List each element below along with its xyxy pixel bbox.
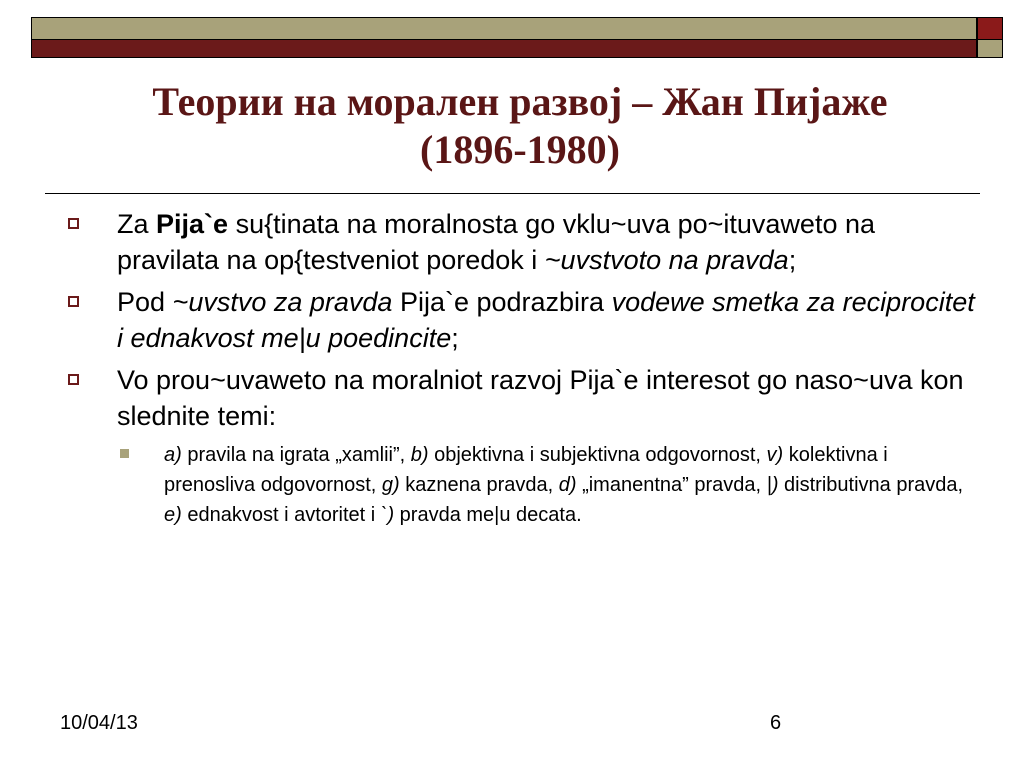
bullet-1	[60, 206, 980, 278]
bullet-3-part-1: Vo prou~uvaweto na moralniot razvoj Pija`e interesot go naso~uva kon slednite temi:	[117, 365, 964, 431]
bullet-3	[60, 362, 980, 434]
hollow-square-bullet-icon	[68, 374, 79, 385]
bullet-2	[60, 284, 980, 356]
sub-bullet-part-14: ednakvost i avtoritet i	[181, 504, 381, 526]
bullet-1-part-3: su{tinata na moralnosta go vklu~uva po~ituvaweto na pravilata na op{testveniot poredok i	[117, 209, 875, 275]
hollow-square-bullet-icon	[68, 218, 79, 229]
sub-bullet-1	[60, 440, 980, 530]
sub-bullet-part-11: |)	[766, 474, 779, 496]
bullet-1-part-2: Pija`e	[156, 209, 229, 239]
bullet-2-part-4: vodewe smetka za reciprocitet i ednakvost me|u poedincite	[117, 287, 975, 353]
bullet-2-part-5: ;	[451, 323, 459, 353]
header-corner-red	[977, 17, 1003, 40]
sub-bullet-part-10: „imanentna” pravda,	[576, 474, 767, 496]
sub-bullet-part-13: e)	[164, 504, 182, 526]
header-bar-top	[31, 17, 977, 40]
footer-date: 10/04/13	[60, 712, 138, 734]
bullet-2-part-1: Pod	[117, 287, 173, 317]
slide-title	[60, 78, 980, 174]
sub-bullet-part-4: objektivna i subjektivna odgovornost,	[428, 444, 767, 466]
title-divider	[45, 193, 980, 194]
sub-bullet-part-3: b)	[410, 444, 429, 466]
header-corner-olive	[977, 40, 1003, 58]
bullet-1-part-4: ~uvstvoto na pravda	[544, 245, 789, 275]
slide-title-line2: (1896-1980)	[420, 127, 620, 172]
sub-bullet-part-7: g)	[381, 474, 400, 496]
slide-content	[60, 206, 980, 530]
footer-page-number: 6	[770, 712, 782, 734]
header-bar-bottom	[31, 40, 977, 58]
sub-bullet-part-6: kolektivna i prenosliva odgovornost,	[164, 444, 888, 496]
sub-bullet-part-15: `)	[380, 504, 395, 526]
bullet-1-part-1: Za	[117, 209, 157, 239]
sub-bullet-part-12: distributivna pravda,	[778, 474, 964, 496]
sub-bullet-part-1: a)	[164, 444, 182, 466]
hollow-square-bullet-icon	[68, 296, 79, 307]
bullet-2-part-2: ~uvstvo za pravda	[172, 287, 393, 317]
filled-square-bullet-icon	[120, 449, 129, 458]
bullet-1-part-5: ;	[788, 245, 797, 275]
bullet-2-part-3: Pija`e podrazbira	[392, 287, 612, 317]
sub-bullet-part-9: d)	[558, 474, 577, 496]
sub-bullet-part-5: v)	[766, 444, 784, 466]
sub-bullet-part-2: pravila na igrata „xamlii”,	[181, 444, 411, 466]
slide-title-line1: Теории на морален развој – Жан Пијаже	[152, 79, 888, 124]
sub-bullet-part-16: pravda me|u decata.	[394, 504, 582, 526]
sub-bullet-part-8: kaznena pravda,	[399, 474, 559, 496]
